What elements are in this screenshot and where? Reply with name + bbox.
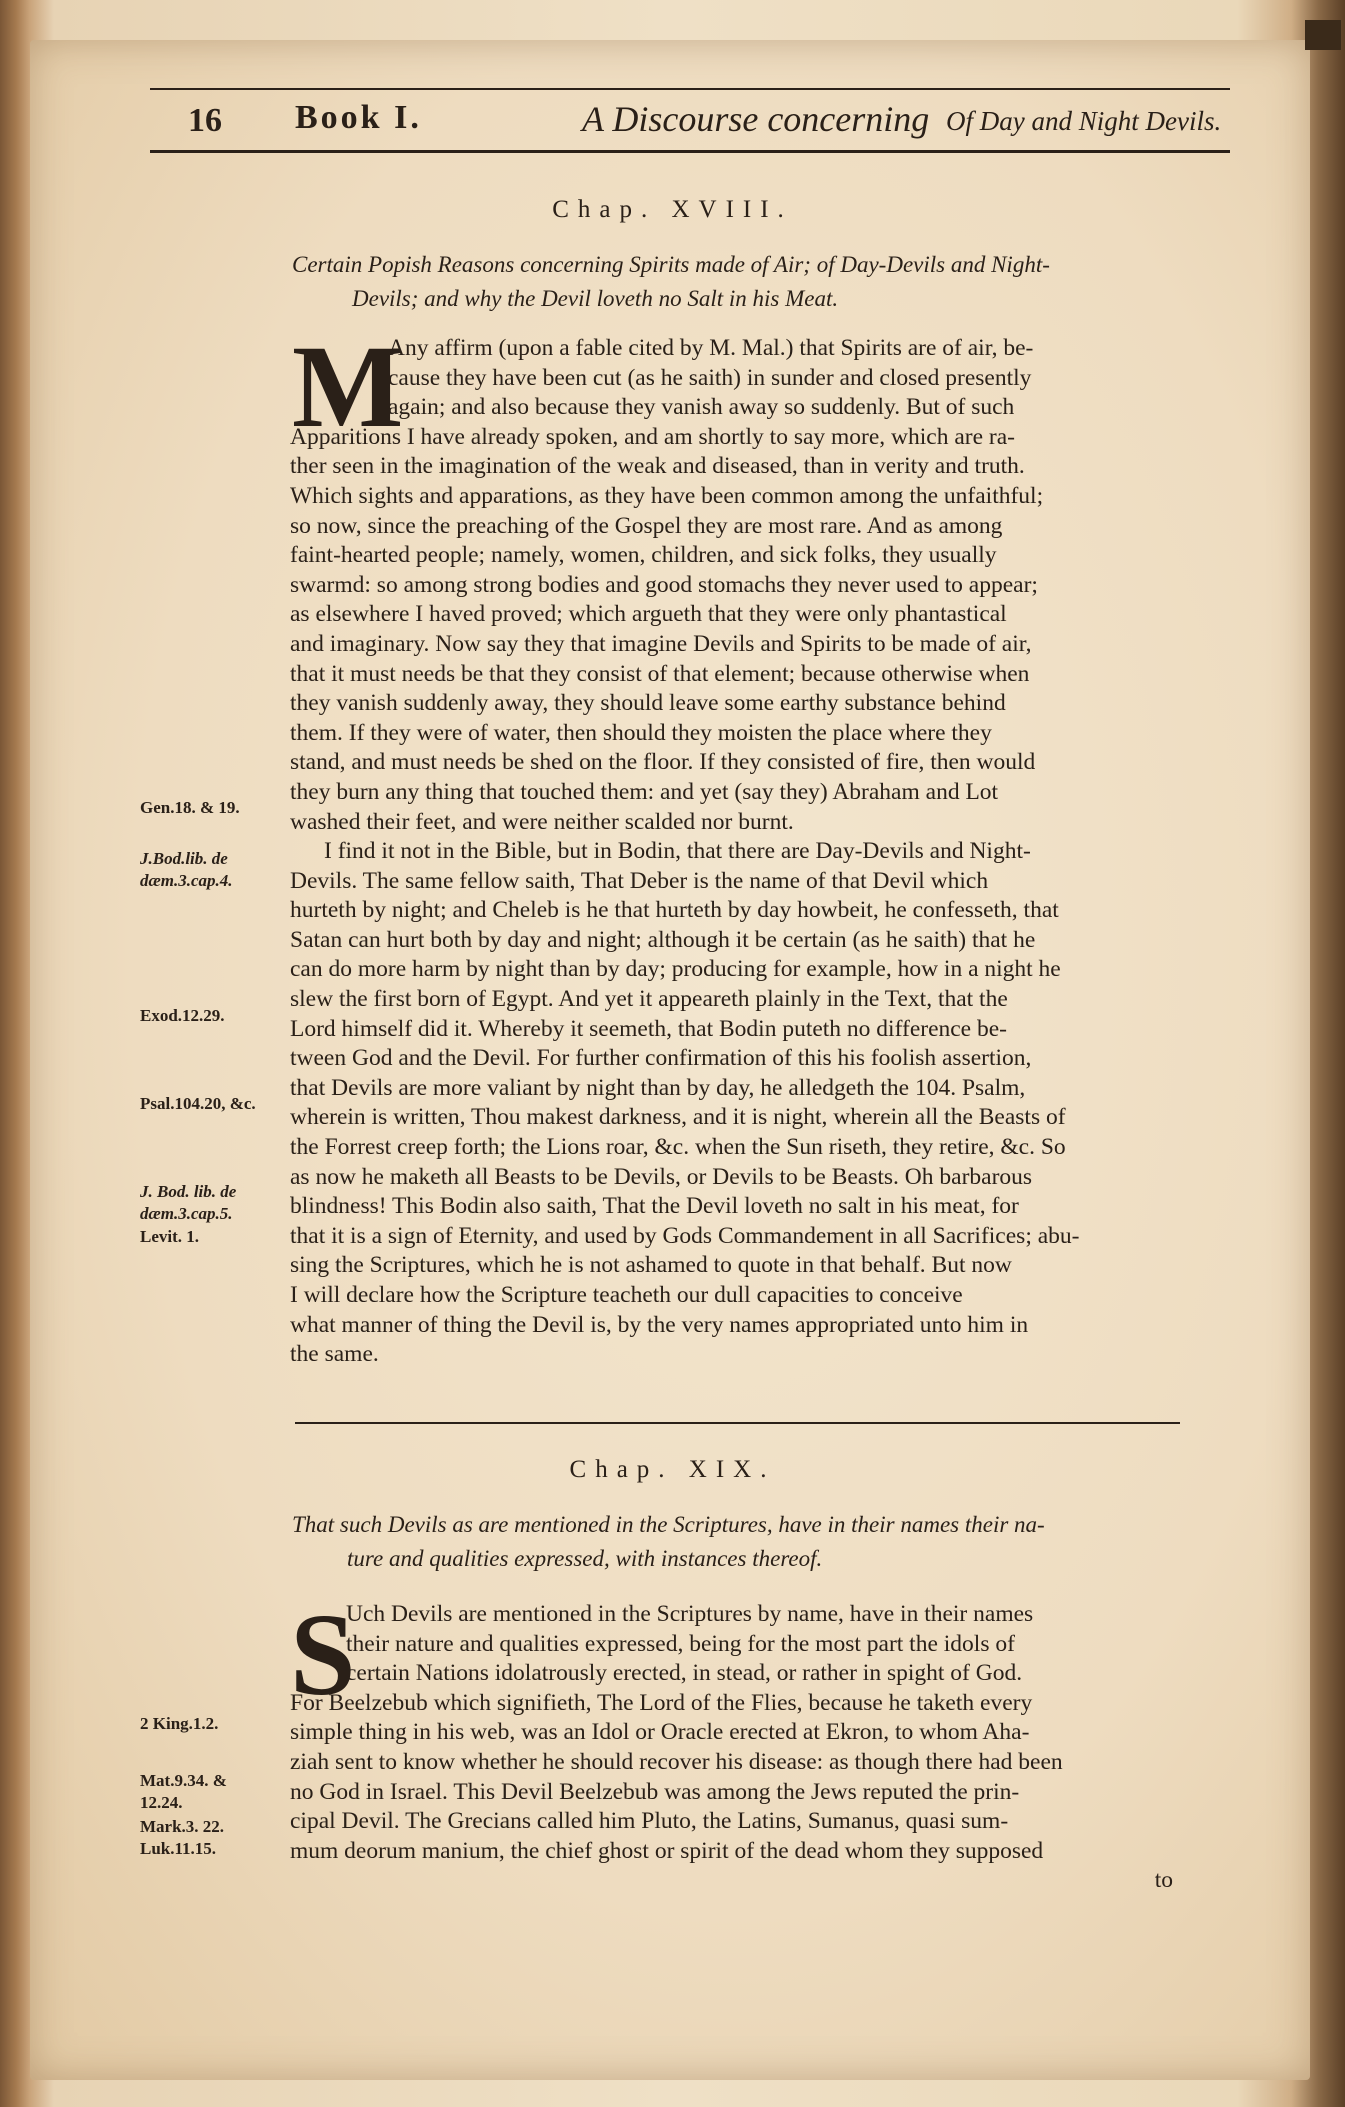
text-line: hurteth by night; and Cheleb is he that hurteth by day howbeit, he confesseth, that: [290, 897, 1059, 924]
dropcap-s: S: [290, 1589, 356, 1720]
text-line: their nature and qualities expressed, being for the most part the idols of: [346, 1630, 1015, 1657]
chapter-19-summary-line: That such Devils as are mentioned in the Scriptures, have in their names their na-: [292, 1512, 1045, 1537]
book-label: Book I.: [295, 99, 422, 136]
text-line: that it must needs be that they consist of that element; because otherwise when: [290, 660, 1030, 687]
text-line: the same.: [290, 1341, 379, 1368]
text-line: the Forrest creep forth; the Lions roar, &c. when the Sun riseth, they retire, &c. So: [290, 1134, 1066, 1161]
page-number: 16: [188, 102, 222, 139]
text-line: simple thing in his web, was an Idol or Oracle erected at Ekron, to whom Aha-: [290, 1719, 1030, 1746]
chapter-18-summary: [292, 248, 1192, 316]
chapter-18-text: [290, 334, 1193, 1370]
text-line: swarmd: so among strong bodies and good stomachs they never used to appear;: [290, 571, 1038, 598]
chapter-18-summary-line: Devils; and why the Devil loveth no Salt in his Meat.: [352, 286, 839, 311]
margin-note: Mat.9.34. & 12.24.: [140, 1771, 227, 1812]
chapter-19-heading: Chap. XIX.: [569, 1456, 776, 1483]
text-line: mum deorum manium, the chief ghost or spirit of the dead whom they supposed: [290, 1837, 1044, 1864]
text-line: Satan can hurt both by day and night; although it be certain (as he saith) that he: [290, 926, 1036, 953]
text-line: Any affirm (upon a fable cited by M. Mal.) that Spirits are of air, be-: [388, 335, 1034, 361]
text-line: again; and also because they vanish away so suddenly. But of such: [388, 394, 1015, 421]
running-head: Of Day and Night Devils.: [946, 106, 1222, 136]
margin-note: J. Bod. lib. de dæm.3.cap.5.: [140, 1182, 237, 1223]
text-line: ther seen in the imagination of the weak and diseased, than in verity and truth.: [290, 453, 1025, 480]
text-line: faint-hearted people; namely, women, children, and sick folks, they usually: [290, 542, 997, 569]
text-line: that it is a sign of Eternity, and used by Gods Commandement in all Sacrifices; abu-: [290, 1222, 1080, 1249]
text-line: as now he maketh all Beasts to be Devils, or Devils to be Beasts. Oh barbarous: [290, 1163, 1033, 1190]
dropcap-m: M: [292, 321, 404, 452]
text-line: washed their feet, and were neither scalded nor burnt.: [290, 808, 794, 835]
margin-note: Luk.11.15.: [140, 1839, 217, 1858]
chapter-19-text: [290, 1600, 1193, 1896]
catchword: to: [1154, 1867, 1173, 1894]
chapter-18-heading: Chap. XVIII.: [552, 196, 793, 223]
text-line: Apparitions I have already spoken, and am shortly to say more, which are ra-: [290, 423, 1016, 450]
text-line: no God in Israel. This Devil Beelzebub was among the Jews reputed the prin-: [290, 1778, 1020, 1805]
margin-note: Levit. 1.: [140, 1227, 200, 1246]
chapter-19-summary-line: ture and qualities expressed, with instances thereof.: [347, 1546, 823, 1571]
text-line: sing the Scriptures, which he is not ashamed to quote in that behalf. But now: [290, 1252, 1012, 1279]
text-line: they vanish suddenly away, they should leave some earthy substance behind: [290, 690, 1006, 717]
chapter-18-summary-line: Certain Popish Reasons concerning Spirits made of Air; of Day-Devils and Night-: [292, 252, 1050, 277]
text-line: stand, and must needs be shed on the floor. If they consisted of fire, then would: [290, 749, 1036, 776]
text-line: that Devils are more valiant by night than by day, he alledgeth the 104. Psalm,: [290, 1074, 1026, 1101]
text-line: ziah sent to know whether he should recover his disease: as though there had been: [290, 1748, 1063, 1775]
text-line: tween God and the Devil. For further confirmation of this his foolish assertion,: [290, 1045, 1032, 1072]
text-line: what manner of thing the Devil is, by the very names appropriated unto him in: [290, 1311, 1029, 1338]
margin-note: 2 King.1.2.: [140, 1714, 219, 1733]
text-line: cipal Devil. The Grecians called him Pluto, the Latins, Sumanus, quasi sum-: [290, 1808, 1009, 1835]
text-line: I will declare how the Scripture teacheth our dull capacities to conceive: [290, 1282, 963, 1308]
text-line: as elsewhere I haved proved; which argueth that they were only phantastical: [290, 601, 1007, 628]
text-line: certain Nations idolatrously erected, in stead, or rather in spight of God.: [346, 1660, 1023, 1687]
edge-tab: [1305, 20, 1341, 50]
margin-note: Exod.12.29.: [140, 1006, 225, 1025]
header-rule-top: [150, 88, 1230, 90]
margin-note: J.Bod.lib. de dæm.3.cap.4.: [140, 849, 233, 890]
text-line: blindness! This Bodin also saith, That the Devil loveth no salt in his meat, for: [290, 1193, 1019, 1220]
chapter-divider: [295, 1422, 1180, 1424]
chapter-19-summary: [292, 1508, 1192, 1576]
margin-note: Psal.104.20, &c.: [140, 1094, 256, 1113]
text-line: so now, since the preaching of the Gospel they are most rare. And as among: [290, 512, 1003, 539]
text-line: them. If they were of water, then should they moisten the place where they: [290, 719, 992, 746]
header-rule-bottom: [150, 150, 1230, 153]
text-line: Lord himself did it. Whereby it seemeth, that Bodin puteth no difference be-: [290, 1015, 1007, 1042]
text-line: For Beelzebub which signifieth, The Lord of the Flies, because he taketh every: [290, 1689, 1033, 1716]
book-title: A Discourse concerning: [582, 99, 930, 139]
text-line: they burn any thing that touched them: and yet (say they) Abraham and Lot: [290, 778, 999, 805]
text-line: wherein is written, Thou makest darkness, and it is night, wherein all the Beasts of: [290, 1104, 1066, 1131]
text-line: cause they have been cut (as he saith) in sunder and closed presently: [388, 364, 1032, 391]
text-line: slew the first born of Egypt. And yet it appeareth plainly in the Text, that the: [290, 986, 1008, 1013]
text-line: can do more harm by night than by day; producing for example, how in a night he: [290, 956, 1061, 983]
text-line: Devils. The same fellow saith, That Deber is the name of that Devil which: [290, 867, 989, 894]
text-line: Which sights and apparations, as they have been common among the unfaithful;: [290, 482, 1044, 509]
text-line: I find it not in the Bible, but in Bodin, that there are Day-Devils and Night-: [324, 838, 1031, 865]
margin-note: Mark.3. 22.: [140, 1817, 225, 1836]
text-line: Uch Devils are mentioned in the Scriptures by name, have in their names: [346, 1601, 1034, 1627]
text-line: and imaginary. Now say they that imagine Devils and Spirits to be made of air,: [290, 630, 1032, 657]
margin-note: Gen.18. & 19.: [140, 798, 240, 817]
